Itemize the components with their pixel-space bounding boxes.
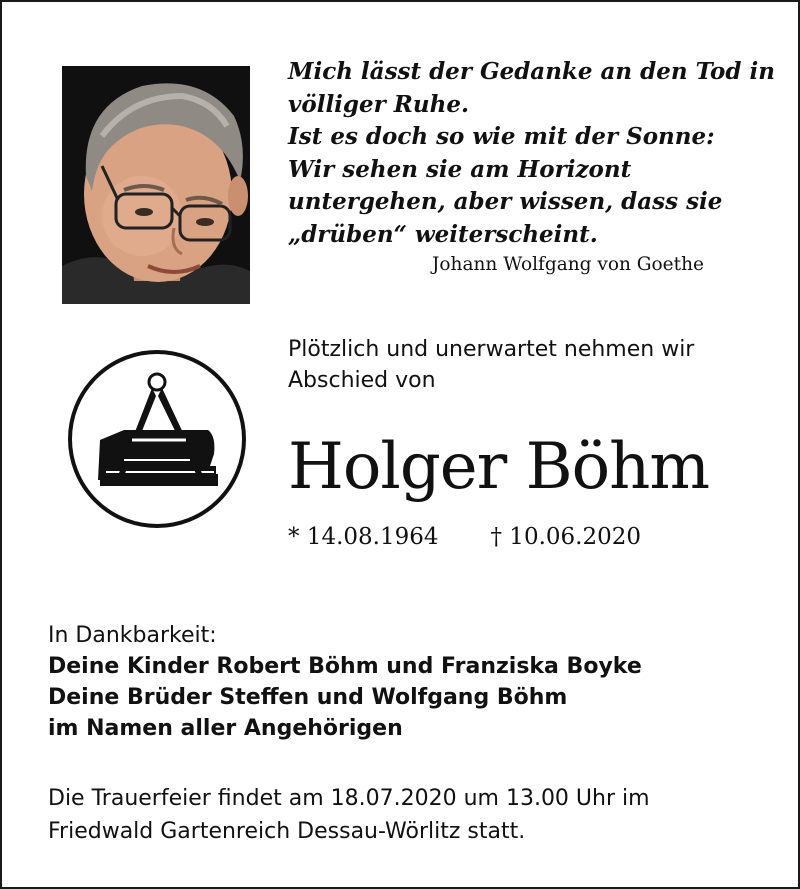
- quote-author: Johann Wolfgang von Goethe: [432, 254, 704, 275]
- quote-line: Mich lässt der Gedanke an den Tod in: [288, 58, 775, 85]
- mourner-line: im Namen aller Angehörigen: [48, 716, 403, 741]
- carpenter-plane-compass-icon: [66, 348, 248, 530]
- death-date: † 10.06.2020: [490, 524, 641, 550]
- quote-line: „drüben“ weiterscheint.: [288, 220, 598, 248]
- portrait-image: [62, 66, 250, 304]
- portrait-photo: [62, 66, 250, 304]
- quote-line: untergehen, aber wissen, dass sie: [288, 188, 723, 215]
- quote-line: völliger Ruhe.: [288, 90, 469, 118]
- mourner-line: Deine Brüder Steffen und Wolfgang Böhm: [48, 685, 568, 710]
- intro-text: [288, 334, 788, 396]
- quote-line: Ist es doch so wie mit der Sonne:: [288, 123, 715, 150]
- life-dates: [288, 524, 641, 550]
- intro-line: Abschied von: [288, 368, 436, 393]
- deceased-name: Holger Böhm: [288, 430, 710, 504]
- ceremony-line: Friedwald Gartenreich Dessau-Wörlitz statt.: [48, 819, 526, 844]
- mourners-section: [48, 620, 642, 744]
- ceremony-info: [48, 782, 650, 848]
- mourners-heading: In Dankbarkeit:: [48, 623, 217, 648]
- goethe-quote: [288, 56, 778, 251]
- intro-line: Plötzlich und unerwartet nehmen wir: [288, 337, 695, 362]
- mourner-line: Deine Kinder Robert Böhm und Franziska Boyke: [48, 654, 642, 679]
- quote-line: Wir sehen sie am Horizont: [288, 155, 632, 183]
- ceremony-line: Die Trauerfeier findet am 18.07.2020 um 13.00 Uhr im: [48, 786, 650, 811]
- birth-date: * 14.08.1964: [288, 524, 439, 550]
